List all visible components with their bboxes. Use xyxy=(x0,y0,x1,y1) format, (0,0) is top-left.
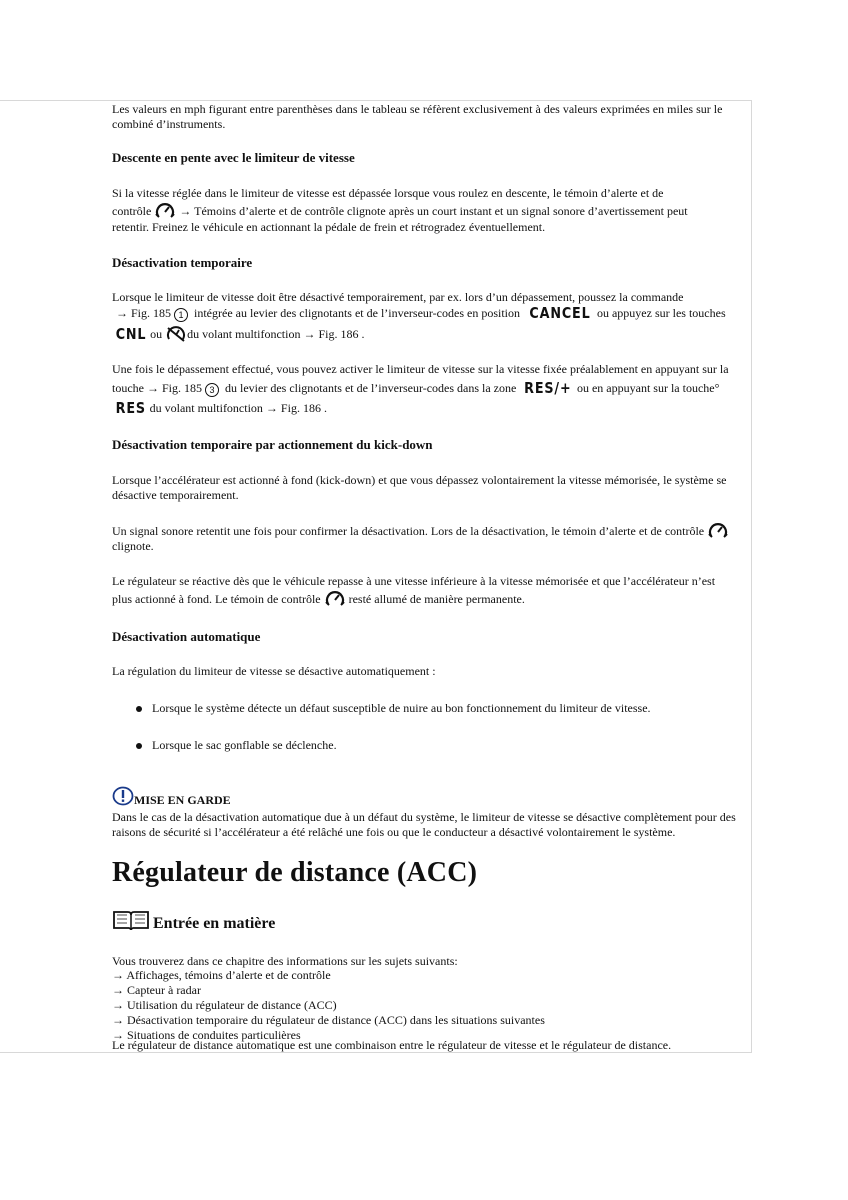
acc-topic-list xyxy=(112,968,742,1043)
s3-line-a: Le régulateur se réactive dès que le véhicule repasse à une vitesse inférieure à la vitesse mémorisée et que l’accélérateur n’est xyxy=(112,574,716,588)
s2-line-b: → Fig. 185 1 intégrée au levier des clignotants et de l’inverseur-codes en position CANCEL ou appuyez sur les touches xyxy=(116,304,726,322)
list-item: → Situations de conduites particulières xyxy=(112,1028,301,1042)
open-book-icon xyxy=(112,909,150,931)
s2-line-c: CNL ou du volant multifonction → Fig. 186 . xyxy=(115,325,365,343)
warning-title: MISE EN GARDE xyxy=(134,793,231,807)
s1-line-b: contrôle → Témoins d’alerte et de contrôle clignote après un court instant et un signal sonore d’avertissement peut xyxy=(112,204,688,218)
s3-line-b: plus actionné à fond. Le témoin de contrôle resté allumé de manière permanente. xyxy=(112,592,525,606)
s2-line-e: touche → Fig. 185 3 du levier des clignotants et de l’inverseur-codes dans la zone RES/+ ou en appuyant sur la touche° xyxy=(112,379,720,397)
res-symbol: RES xyxy=(115,399,146,417)
intro-paragraph: Les valeurs en mph figurant entre parenthèses dans le tableau se réfèrent exclusivement à des valeurs exprimées en miles sur le combiné d’instruments. xyxy=(112,102,723,131)
s1-line-a: Si la vitesse réglée dans le limiteur de vitesse est dépassée lorsque vous roulez en descente, le témoin d’alerte et de xyxy=(112,186,664,200)
acc-subtitle: Entrée en matière xyxy=(112,909,742,932)
list-item: → Utilisation du régulateur de distance (ACC) xyxy=(112,998,337,1012)
res-plus-symbol: RES/+ xyxy=(524,379,572,397)
heading-desactivation-temporaire: Désactivation temporaire xyxy=(112,255,253,270)
list-item: Lorsque le système détecte un défaut susceptible de nuire au bon fonctionnement du limiteur de vitesse. xyxy=(138,701,738,716)
s3-paragraph-2: Un signal sonore retentit une fois pour confirmer la désactivation. Lors de la désactivation, le témoin d’alerte et de contrôle clignote. xyxy=(112,523,742,554)
circled-number-3: 3 xyxy=(205,383,219,397)
circled-number-1: 1 xyxy=(174,308,188,322)
s2-line-f: RES du volant multifonction → Fig. 186 . xyxy=(115,399,327,417)
s2-line-d: Une fois le dépassement effectué, vous pouvez activer le limiteur de vitesse sur la vitesse fixée préalablement en appuyant sur la xyxy=(112,362,729,376)
s4-paragraph: La régulation du limiteur de vitesse se désactive automatiquement : xyxy=(112,664,436,678)
cnl-symbol: CNL xyxy=(115,325,147,343)
speed-limiter-icon xyxy=(154,203,176,219)
acc-intro: Vous trouverez dans ce chapitre des informations sur les sujets suivants: xyxy=(112,954,458,968)
warning-box xyxy=(112,786,742,808)
heading-descente: Descente en pente avec le limiteur de vitesse xyxy=(112,150,355,165)
heading-kick-down: Désactivation temporaire par actionnement du kick-down xyxy=(112,437,433,452)
list-item: → Affichages, témoins d’alerte et de contrôle xyxy=(112,968,331,982)
page-frame-right xyxy=(751,100,752,1052)
speed-limiter-icon xyxy=(324,591,346,607)
s3-paragraph-1: Lorsque l’accélérateur est actionné à fond (kick-down) et que vous dépassez volontairement la vitesse mémorisée, le système se désactive temporairement. xyxy=(112,473,727,502)
page-frame-top xyxy=(0,100,752,101)
list-item: Lorsque le sac gonflable se déclenche. xyxy=(138,738,738,753)
acc-closing: Le régulateur de distance automatique est une combinaison entre le régulateur de vitesse et le régulateur de distance. xyxy=(112,1038,672,1052)
speed-limiter-icon xyxy=(707,523,729,539)
s1-line-d: retentir. Freinez le véhicule en actionnant la pédale de frein et rétrogradez éventuellement. xyxy=(112,220,546,234)
list-item: → Capteur à radar xyxy=(112,983,201,997)
s2-line-a: Lorsque le limiteur de vitesse doit être désactivé temporairement, par ex. lors d’un dépassement, poussez la commande xyxy=(112,290,684,304)
list-item: → Désactivation temporaire du régulateur de distance (ACC) dans les situations suivantes xyxy=(112,1013,545,1027)
page-title: Régulateur de distance (ACC) xyxy=(112,857,478,888)
warning-exclamation-icon xyxy=(112,786,134,806)
heading-desactivation-automatique: Désactivation automatique xyxy=(112,629,261,644)
cancel-symbol: CANCEL xyxy=(529,304,591,322)
speed-limiter-off-icon xyxy=(165,326,187,342)
warning-text: Dans le cas de la désactivation automatique due à un défaut du système, le limiteur de vitesse se désactive complètement pour des raisons de sécurité si l’accélérateur a été relâché une fois ou que le conducteur a désactivé volontairement le système. xyxy=(112,810,736,839)
